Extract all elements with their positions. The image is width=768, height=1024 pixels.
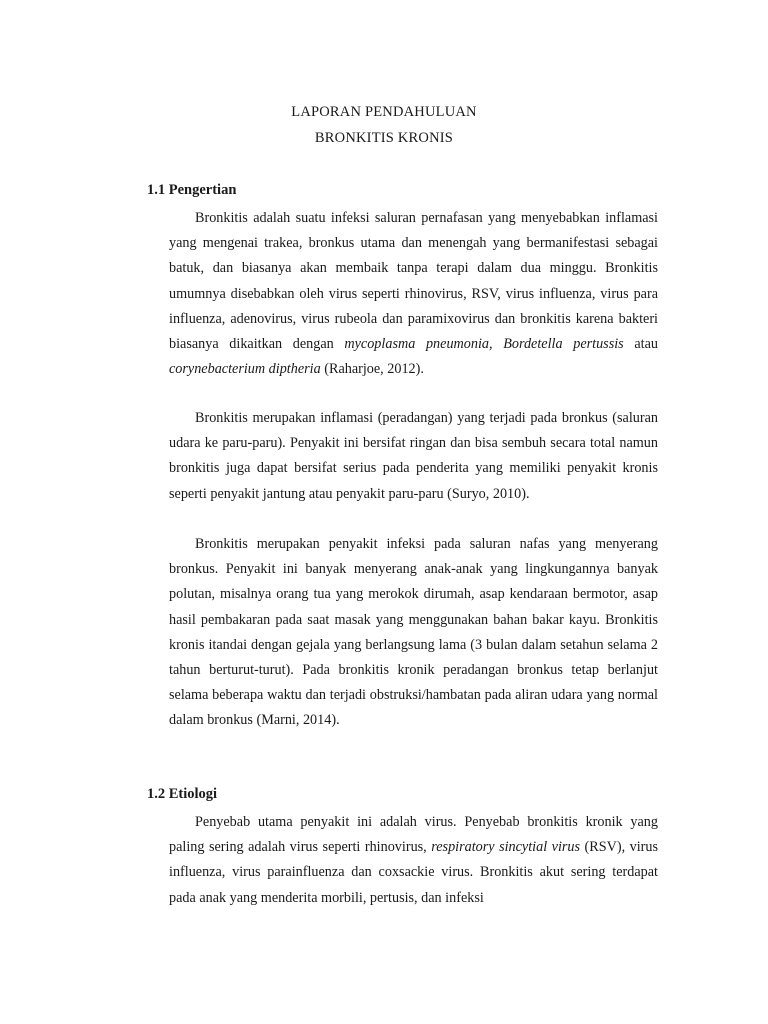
document-title: LAPORAN PENDAHULUAN — [291, 104, 477, 120]
paragraph-pengertian-1: Bronkitis adalah suatu infeksi saluran pernafasan yang menyebabkan inflamasi yang mengenai trakea, bronkus utama dan menengah yang bermanifestasi sebagai batuk, dan biasanya akan membaik tanpa terapi dalam dua minggu. Bronkitis umumnya disebabkan oleh virus seperti rhinovirus, RSV, virus influenza, virus para influenza, adenovirus, virus rubeola dan paramixovirus dan bronkitis karena bakteri biasanya dikaitkan dengan mycoplasma pneumonia, Bordetella pertussis atau corynebacterium diptheria (Raharjoe, 2012). — [169, 210, 658, 378]
paragraph-pengertian-2: Bronkitis merupakan inflamasi (peradangan) yang terjadi pada bronkus (saluran udara ke paru-paru). Penyakit ini bersifat ringan dan bisa sembuh secara total namun bronkitis juga dapat bersifat serius pada penderita yang memiliki penyakit kronis seperti penyakit jantung atau penyakit paru-paru (Suryo, 2010). — [169, 410, 658, 502]
section-heading-etiologi: 1.2 Etiologi — [147, 786, 218, 802]
section-heading-pengertian: 1.1 Pengertian — [147, 182, 237, 198]
paragraph-etiologi-1: Penyebab utama penyakit ini adalah virus. Penyebab bronkitis kronik yang paling sering adalah virus seperti rhinovirus, respiratory sincytial virus (RSV), virus influenza, virus parainfluenza dan coxsackie virus. Bronkitis akut sering terdapat pada anak yang menderita morbili, pertusis, dan infeksi — [169, 814, 659, 906]
paragraph-pengertian-3: Bronkitis merupakan penyakit infeksi pada saluran nafas yang menyerang bronkus. Penyakit ini banyak menyerang anak-anak yang lingkungannya banyak polutan, misalnya orang tua yang merokok dirumah, asap kendaraan bermotor, asap hasil pembakaran pada saat masak yang menggunakan bahan bakar kayu. Bronkitis kronis itandai dengan gejala yang berlangsung lama (3 bulan dalam setahun selama 2 tahun berturut-turut). Pada bronkitis kronik peradangan bronkus tetap berlanjut selama beberapa waktu dan terjadi obstruksi/hambatan pada aliran udara yang normal dalam bronkus (Marni, 2014). — [169, 536, 658, 729]
document-subtitle: BRONKITIS KRONIS — [314, 130, 454, 146]
